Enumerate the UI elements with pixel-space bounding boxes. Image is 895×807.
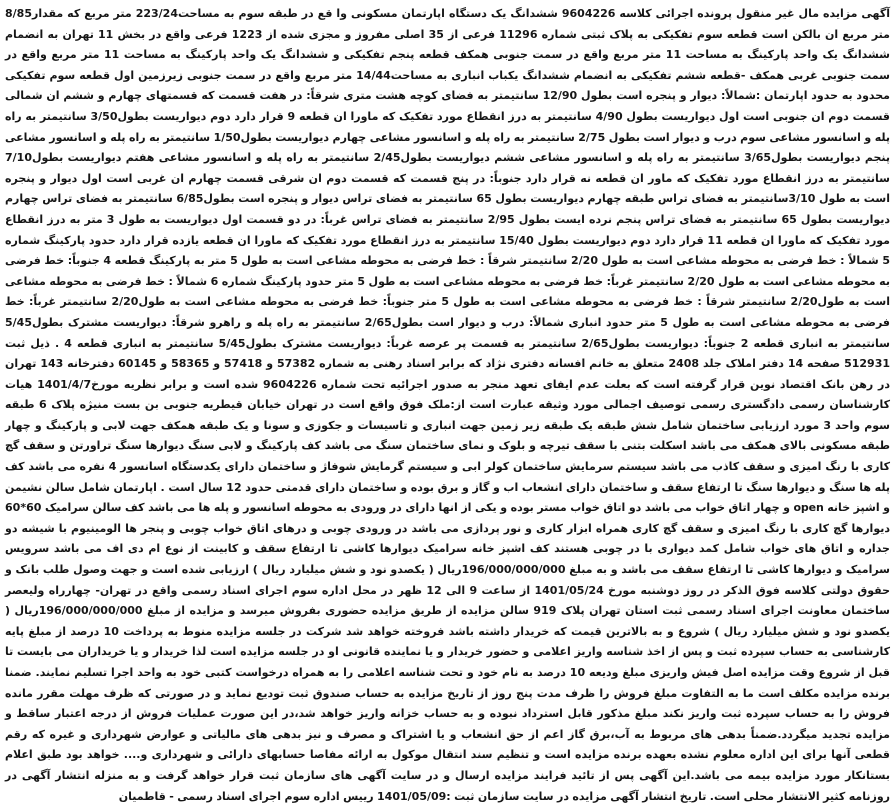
auction-notice-body: آگهی مزایده مال غیر منقول پرونده اجرائی کلاسه 9604226 ششدانگ یک دستگاه اپارتمان مسکونی وا قع در طبقه سوم به مساحت223/24 متر مربع که مقدار8/85 متر مربع ان بالکن است قطعه سوم تفکیکی به پلاک ثبتی شماره 11296 فرعی از 35 اصلی مفروز و مجزی شده از 1223 فرعی واقع در بخش 11 تهران به انضمام ششدانگ یک واحد پارکینگ به مساحت 11 متر مربع واقع در سمت جنوبی همکف قطعه پنجم تفکیکی و ششدانگ یک واحد پارکینگ به مساحت 11 متر مربع واقع در سمت جنوبی غربی همکف -قطعه ششم تفکیکی به انضمام ششدانگ یکباب انباری به مساحت14/44 متر مربع واقع در سمت جنوبی زیرزمین اول قطعه سوم تفکیکی محدود به حدود اپارتمان :شمالاً: دیوار و پنجره است بطول 12/90 سانتیمتر به فضای کوچه هشت متری شرقاً: در هفت قسمت که قسمتهای چهارم و ششم ان شمالی قسمت دوم ان جنوبی است اول دیواریست بطول 4/90 سانتیمتر به درز انقطاع مورد تفکیک که ماورا ان قطعه 9 قرار دارد دوم دیواریست بطول3/50 سانتیمتر به راه پله و اسانسور مشاعی سوم درب و دیوار است بطول 2/75 سانتیمتر به راه پله و اسانسور مشاعی چهارم دیواریست بطول1/50 سانتیمتر به راه پله و اسانسور مشاعی پنجم دیواریست بطول3/65 سانتیمتر به راه پله و اسانسور مشاعی ششم دیواریست بطول2/45 سانتیمتر به راه پله و اسانسور مشاعی هفتم دیواریست بطول7/10 سانتیمتر به درز انقطاع مورد تفکیک که ماور ان قطعه نه قرار دارد جنوباً: در پنج قسمت که قسمت دوم ان شرقی قسمت چهارم ان غربی است اول دیوار و پنجره است به طول 3/10سانتیمتر به فضای تراس طبقه چهارم دیواریست بطول 65 سانتیمتر به فضای تراس دیوار و پنجره است بطول6/85 سانتیمتر به فضای تراس چهارم دیواریست بطول 65 سانتیمتر به فضای تراس پنجم نرده ایست بطول 2/95 سانتیمتر به فضای تراس غرباً: در دو قسمت اول دیواریست به طول 3 متر به درز انقطاع مورد تفکیک که ماورا ان قطعه 11 قرار دارد دوم دیواریست بطول 15/40 سانتیمتر به درز انقطاع مورد تفکیک که ماورا ان قطعه یازده قرار دارد حدود پارکینگ شماره 5 شمالاً : خط فرضی به محوطه مشاعی است به طول 2/20 سانتیمتر شرقاً : خط فرضی به محوطه مشاعی است به طول 5 متر به پارکینگ قطعه 4 جنوباً: خط فرضی به محوطه مشاعی است به طول 2/20 سانتیمتر غرباً: خط فرضی به محوطه مشاعی است به طول 5 متر حدود پارکینگ شماره 6 شمالاً : خط فرضی به محوطه مشاعی است به طول2/20 سانتیمتر شرقاً : خط فرضی به محوطه مشاعی است به طول 5 متر جنوباً: خط فرضی به محوطه مشاعی است به طول2/20 سانتیمتر غرباً: خط فرضی به محوطه مشاعی است به طول 5 متر حدود انباری شمالاً: درب و دیوار است بطول2/65 سانتیمتر به راه پله و راهرو شرقاً: دیواریست مشترک بطول5/45 سانتیمتر به انباری قطعه 2 جنوباً: دیواریست بطول2/65 سانتیمتر به قسمت پر عرصه غرباً: دیواریست مشترک بطول5/45 سانتیمتر به انباری قطعه 4 . ذیل ثبت 512931 صفحه 14 دفتر املاک جلد 2408 متعلق به خانم افسانه دفتری نژاد که برابر اسناد رهنی به شماره 57382 و 57418 و 58365 و 60145 دفترخانه 143 تهران در رهن بانک اقتصاد نوین قرار گرفته است که بعلت عدم ایفای تعهد منجر به صدور اجرائیه تحت شماره 9604226 شده است و برابر نظریه مورخ1401/4/7 هیات کارشناسان رسمی دادگستری رسمی توصیف اجمالی مورد وثیقه عبارت است از:ملک فوق واقع است در تهران خیابان قیطریه جنوبی بن بست منیژه پلاک 6 طبقه سوم واحد 3 مورد ارزیابی ساختمان شامل شش طبقه یک طبقه زیر زمین جهت انباری و تاسیسات و جکوزی و سونا و یک طبقه همکف جهت لابی و پارکینگ و چهار طبقه مسکونی بالای همکف می باشد اسکلت بتنی با سقف تیرچه و بلوک و نمای ساختمان سنگ می باشد کف پارکینگ و لابی سنگ دیوارها سنگ تراورتن و سقف گچ کاری با رنگ امیزی و سقف کاذب می باشد سیستم سرمایش ساختمان کولر ابی و سیستم گرمایش شوفاژ و ساختمان دارای یکدستگاه اسانسور 4 نفره می باشد کف پله ها سنگ و دیوارها سنگ تا ارتفاع سقف و ساختمان دارای انشعاب اب و گاز و برق بوده و ساختمان دارای قدمتی حدود 12 سال است . اپارتمان شامل سالن نشیمن و اشپز خانه open و چهار اتاق خواب می باشد دو اتاق خواب مستر بوده و یکی از انها دارای در ورودی به محوطه اسانسور و پله ها می باشد کف سالن سرامیک 60*60 دیوارها گچ کاری با رنگ امیزی و سقف گچ کاری همراه ابزار کاری و نور پردازی می باشد در ورودی چوبی و درهای اتاق خواب چوبی و پنجر ها الومینیوم با شیشه دو جداره و اتاق های خواب شامل کمد دیواری با در چوبی هستند کف اشپز خانه سرامیک دیوارها کاشی تا ارتفاع سقف و کابینت از نوع ام دی اف می باشد سرویس سرامیک و دیوارها کاشی تا ارتفاع سقف می باشد و به مبلغ 196/000/000/000ریال ( یکصدو نود و شش میلیارد ریال ) ارزیابی شده است و جهت وصول طلب بانک و حقوق دولتی کلاسه فوق الذکر در روز دوشنبه مورخ 1401/05/24 از ساعت 9 الی 12 ظهر در محل اداره سوم اجرای اسناد رسمی واقع در تهران- چهارراه ولیعصر ساختمان معاونت اجرای اسناد رسمی ثبت استان تهران پلاک 919 سالن مزایده از طریق مزایده حضوری بفروش میرسد و مزایده از مبلغ 196/000/000/000ریال ( یکصدو نود و شش میلیارد ریال ) شروع و به بالاترین قیمت که خریدار داشته باشد فروخته خواهد شد شرکت در جلسه مزایده منوط به پرداخت 10 درصد از مبلغ پایه کارشناسی به حساب سپرده ثبت و پس از اخذ شناسه واریز اعلامی و حضور خریدار و یا نماینده قانونی او در جلسه مزایده است لذا خریدار و یا خریداران می بایست تا قبل از شروع وقت مزایده اصل فیش واریزی مبلغ ودیعه 10 درصد به نام خود و تحت شناسه اعلامی را به همراه درخواست کتبی خود به واحد اجرا تسلیم نمایند. ضمنا برنده مزایده مکلف است ما به التفاوت مبلغ فروش را ظرف مدت پنج روز از تاریخ مزایده به حساب صندوق ثبت تودیع نماید و در صورتی که ظرف مهلت مقرر مانده فروش را به حساب سپرده ثبت واریز نکند مبلغ مذکور قابل استرداد نبوده و به حساب خزانه واریز خواهد شد،در این صورت عملیات فروش از درجه اعتبار ساقط و مزایده تجدید میگردد.ضمناً بدهی های مربوط به آب،برق گاز اعم از حق انشعاب و یا اشتراک و مصرف و نیز بدهی های مالیاتی و عوارض شهرداری و غیره که رقم قطعی آنها برای این اداره معلوم نشده بعهده برنده مزایده است و تنظیم سند انتقال موکول به ارائه مفاصا حسابهای دارائی و شهرداری و.... خواهد بود طبق اعلام بستانکار مورد مزایده بیمه می باشد.این آگهی پس از تائید فرایند مزایده ارسال و در سایت آگهی های سازمان ثبت قرار خواهد گرفت و به منزله انتشار آگهی در روزنامه کثیر الانتشار محلی است. تاریخ انتشار آگهی مزایده در سایت سازمان ثبت :1401/05/09 رییس اداره سوم اجرای اسناد رسمی - قاطمیان — [5, 7, 891, 803]
